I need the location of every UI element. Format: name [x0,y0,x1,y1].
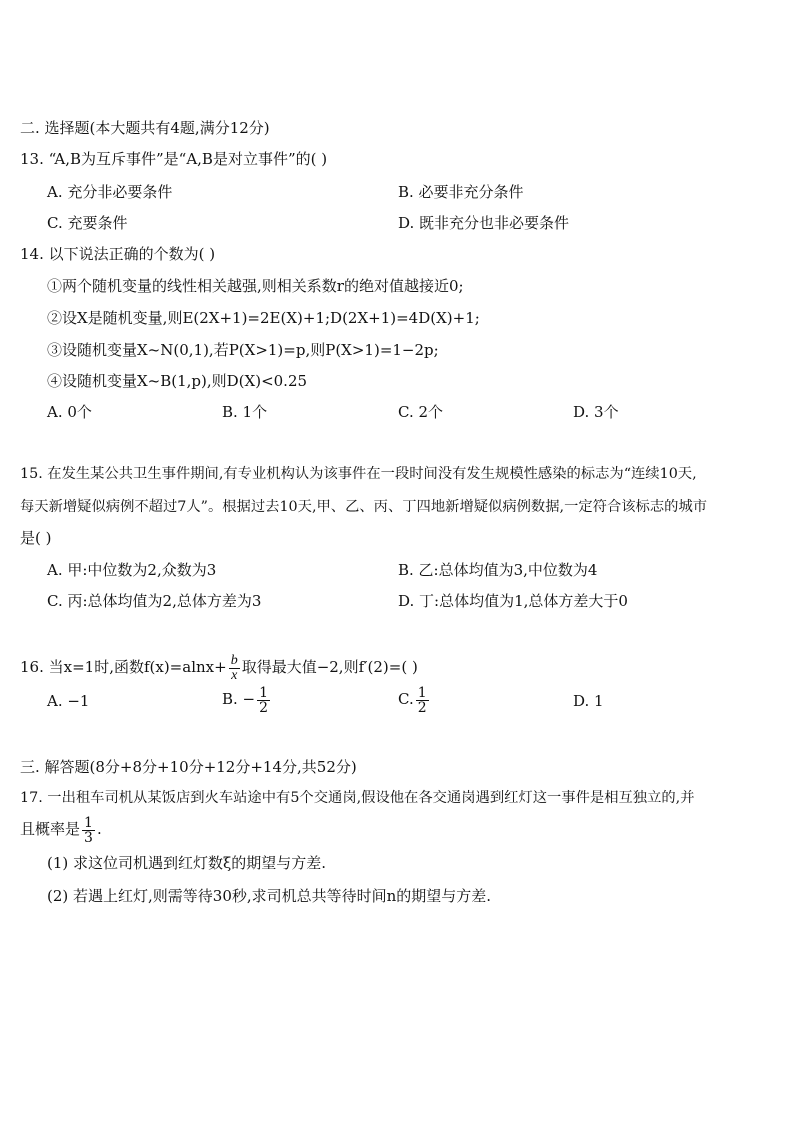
q14-option-d: D. 3个 [573,403,619,421]
fraction-denominator: 3 [84,829,93,846]
question-15-line-1: 15. 在发生某公共卫生事件期间,有专业机构认为该事件在一段时间没有发生规模性感染的标志为“连续10天, [20,466,697,482]
q16-option-b-label: B. − [222,690,256,708]
question-17-line-1: 17. 一出租车司机从某饭店到火车站途中有5个交通岗,假设他在各交通岗遇到红灯这一事件是相互独立的,并 [20,790,695,806]
fraction-denominator: 2 [417,699,427,716]
question-15-line-2: 每天新增疑似病例不超过7人”。根据过去10天,甲、乙、丙、丁四地新增疑似病例数据,一定符合该标志的城市 [20,499,708,515]
question-17-part-1: (1) 求这位司机遇到红灯数ξ的期望与方差. [47,854,327,872]
q14-statement-4: ④设随机变量X~B(1,p),则D(X)<0.25 [47,372,308,390]
fraction-numerator: 1 [417,684,427,701]
question-17-line-2-suffix: . [96,820,102,838]
question-16-fraction [229,654,240,683]
question-15-line-3: 是( ) [20,529,52,547]
fraction-numerator: 1 [84,814,93,831]
q15-option-a: A. 甲:中位数为2,众数为3 [47,561,217,579]
q15-option-b: B. 乙:总体均值为3,中位数为4 [398,561,598,579]
question-16-prefix: 16. 当x=1时,函数f(x)=alnx+ [20,658,227,676]
q16-option-c-label: C. [398,690,414,708]
question-13-number: 13. [20,150,44,168]
fraction-denominator: x [229,668,240,683]
question-17-fraction [82,816,95,845]
q14-option-a: A. 0个 [47,403,92,421]
question-17-line-2-prefix: 且概率是 [20,820,81,838]
q14-option-c: C. 2个 [398,403,444,421]
question-13-text: “A,B为互斥事件”是“A,B是对立事件”的( ) [48,150,328,168]
q16-option-a: A. −1 [47,692,90,710]
question-17-line-2 [20,814,102,845]
q13-option-c: C. 充要条件 [47,214,128,232]
q16-option-c [398,684,431,715]
question-14-number: 14. [20,245,44,263]
q13-option-d: D. 既非充分也非必要条件 [398,214,570,232]
q16-option-b-fraction [257,686,270,715]
fraction-denominator: 2 [259,699,269,716]
q14-option-b: B. 1个 [222,403,268,421]
question-16-stem [20,652,418,683]
question-16-suffix: 取得最大值−2,则f′(2)=( ) [241,658,418,676]
q14-statement-3: ③设随机变量X~N(0,1),若P(X>1)=p,则P(X>1)=1−2p; [47,341,439,359]
question-14-stem [20,243,215,265]
q14-statement-2: ②设X是随机变量,则E(2X+1)=2E(X)+1;D(2X+1)=4D(X)+1; [47,309,480,327]
q15-option-d: D. 丁:总体均值为1,总体方差大于0 [398,592,628,610]
q16-option-d: D. 1 [573,692,604,710]
section-3-heading: 三. 解答题(8分+8分+10分+12分+14分,共52分) [20,758,357,776]
question-13-stem [20,148,327,170]
question-17-part-2: (2) 若遇上红灯,则需等待30秒,求司机总共等待时间n的期望与方差. [47,887,492,905]
question-14-text: 以下说法正确的个数为( ) [48,245,216,263]
q14-statement-1: ①两个随机变量的线性相关越强,则相关系数r的绝对值越接近0; [47,277,464,295]
q13-option-a: A. 充分非必要条件 [47,183,173,201]
section-2-heading: 二. 选择题(本大题共有4题,满分12分) [20,119,270,137]
fraction-numerator: 1 [259,684,269,701]
q16-option-c-fraction [416,686,429,715]
fraction-numerator: b [230,652,238,668]
q16-option-b [222,684,272,715]
q15-option-c: C. 丙:总体均值为2,总体方差为3 [47,592,262,610]
q13-option-b: B. 必要非充分条件 [398,183,524,201]
